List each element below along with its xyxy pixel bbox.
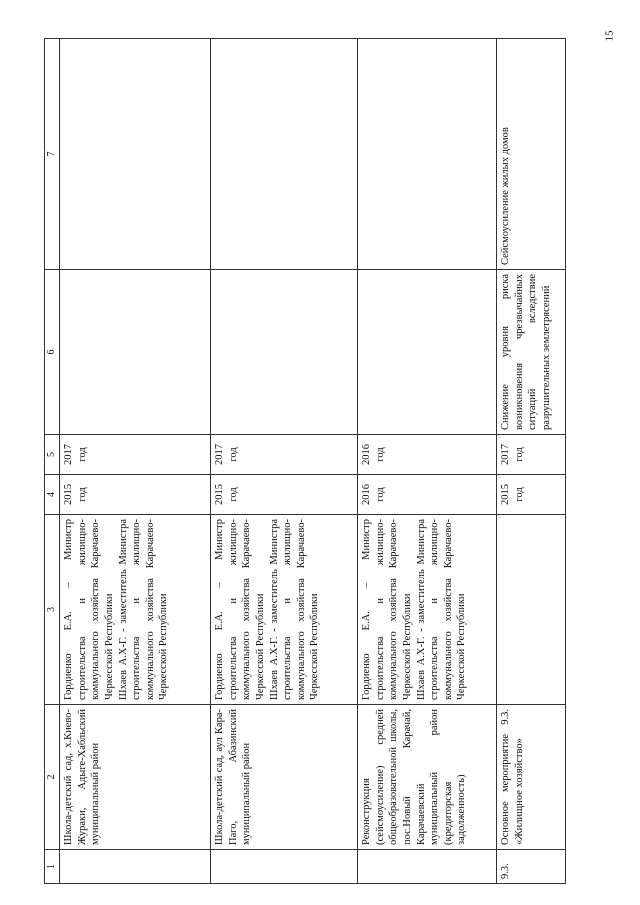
responsible-cell: Гордиенко Е.А. – Министр строительства и жилищно-коммунального хозяйства Карачаево-Черкесской Республики Шхаев А.Х-Г. - заместитель Министра строительства и жилищно-коммунального хозяйства Карачаево-Черкесской Республики [60,515,211,705]
directions-cell: Сейсмоусиление жилых домов [497,39,566,270]
column-header: 1 [45,850,60,884]
directions-cell [60,39,211,270]
column-header: 5 [45,435,60,475]
row-number-cell [60,850,211,884]
object-name-cell: Реконструкция (сейсмоусиление) средней общеобразовательной школы, пос.Новый Карачай, Карачаевский муниципальный район (кредиторская задолженность) [358,705,497,850]
column-header: 2 [45,705,60,850]
object-name-cell: Школа-детский сад, х.Киево-Жураки, Адыге-Хабльский муниципальный район [60,705,211,850]
column-header: 7 [45,39,60,270]
column-header: 3 [45,515,60,705]
expected-result-cell: Снижение уровня риска возникновения чрезвычайных ситуаций вследствие разрушительных землетрясений [497,270,566,435]
table-row [60,39,211,884]
column-header: 6 [45,270,60,435]
responsible-cell [497,515,566,705]
responsible-cell: Гордиенко Е.А. – Министр строительства и жилищно-коммунального хозяйства Карачаево-Черкесской Республики Шхаев А.Х-Г. - заместитель Министра строительства и жилищно-коммунального хозяйства Карачаево-Черкесской Республики [211,515,358,705]
end-year-cell: 2017 год [497,435,566,475]
responsible-cell: Гордиенко Е.А. – Министр строительства и жилищно-коммунального хозяйства Карачаево-Черкесской Республики Шхаев А.Х-Г. - заместитель Министра строительства и жилищно-коммунального хозяйства Карачаево-Черкесской Республики [358,515,497,705]
directions-cell [358,39,497,270]
program-table [44,38,566,884]
row-number-cell [211,850,358,884]
page-number: 15 [603,30,616,42]
start-year-cell: 2015 год [497,475,566,515]
expected-result-cell [211,270,358,435]
start-year-cell: 2015 год [211,475,358,515]
row-number-cell: 9.3. [497,850,566,884]
table-row [497,39,566,884]
start-year-cell: 2015 год [60,475,211,515]
expected-result-cell [358,270,497,435]
table-row [211,39,358,884]
expected-result-cell [60,270,211,435]
end-year-cell: 2017 год [211,435,358,475]
start-year-cell: 2016 год [358,475,497,515]
rotated-table-container [44,39,574,884]
end-year-cell: 2017 год [60,435,211,475]
object-name-cell: Школа-детский сад, аул Кара-Паго, Абазинский муниципальный район [211,705,358,850]
table-row [358,39,497,884]
directions-cell [211,39,358,270]
header-row [45,39,60,884]
row-number-cell [358,850,497,884]
column-header: 4 [45,475,60,515]
end-year-cell: 2016 год [358,435,497,475]
object-name-cell: Основное мероприятие 9.3. «Жилищное хозяйство» [497,705,566,850]
